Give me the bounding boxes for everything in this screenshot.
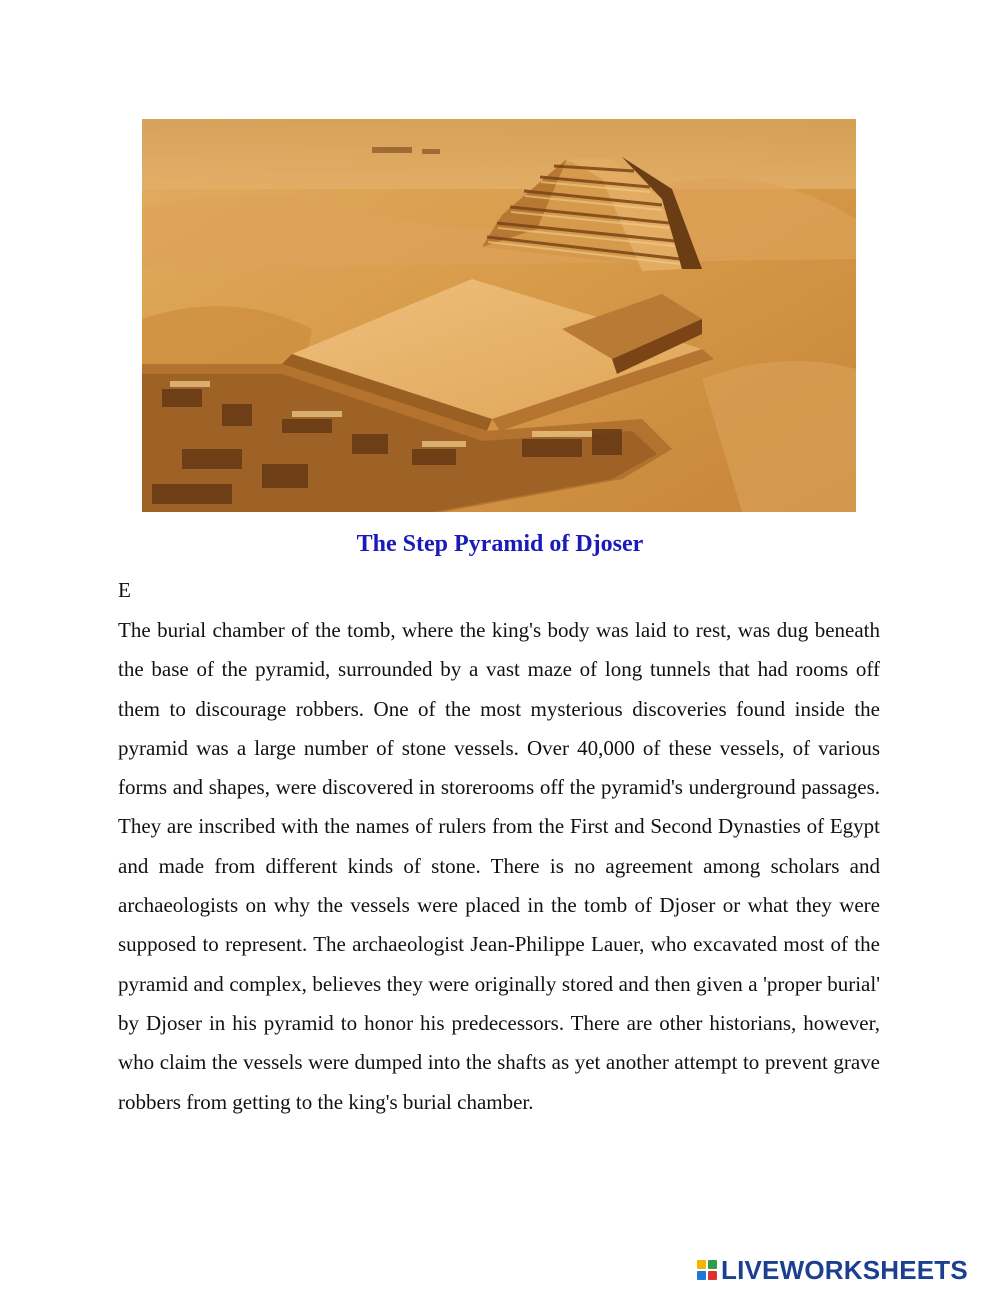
step-pyramid-photo <box>142 119 856 512</box>
figure-caption: The Step Pyramid of Djoser <box>356 531 644 557</box>
liveworksheets-logo <box>697 1254 968 1286</box>
body-paragraph: The burial chamber of the tomb, where the king's body was laid to rest, was dug beneath the base of the pyramid, surrounded by a vast maze of long tunnels that had rooms off them to discourage robbers. One of the most mysterious discoveries found inside the pyramid was a large number of stone vessels. Over 40,000 of these vessels, of various forms and shapes, were discovered in storerooms off the pyramid's underground passages. They are inscribed with the names of rulers from the First and Second Dynasties of Egypt and made from different kinds of stone. There is no agreement among scholars and archaeologists on why the vessels were placed in the tomb of Djoser or what they were supposed to represent. The archaeologist Jean-Philippe Lauer, who excavated most of the pyramid and complex, believes they were originally stored and then given a 'proper burial' by Djoser in his pyramid to honor his predecessors. There are other historians, however, who claim the vessels were dumped into the shafts as yet another attempt to prevent grave robbers from getting to the king's burial chamber. <box>118 618 880 1114</box>
section-letter: E <box>118 578 131 602</box>
logo-blocks-icon <box>697 1260 717 1280</box>
desert-pyramid-illustration <box>142 119 856 512</box>
brand-name: LIVEWORKSHEETS <box>721 1254 968 1285</box>
